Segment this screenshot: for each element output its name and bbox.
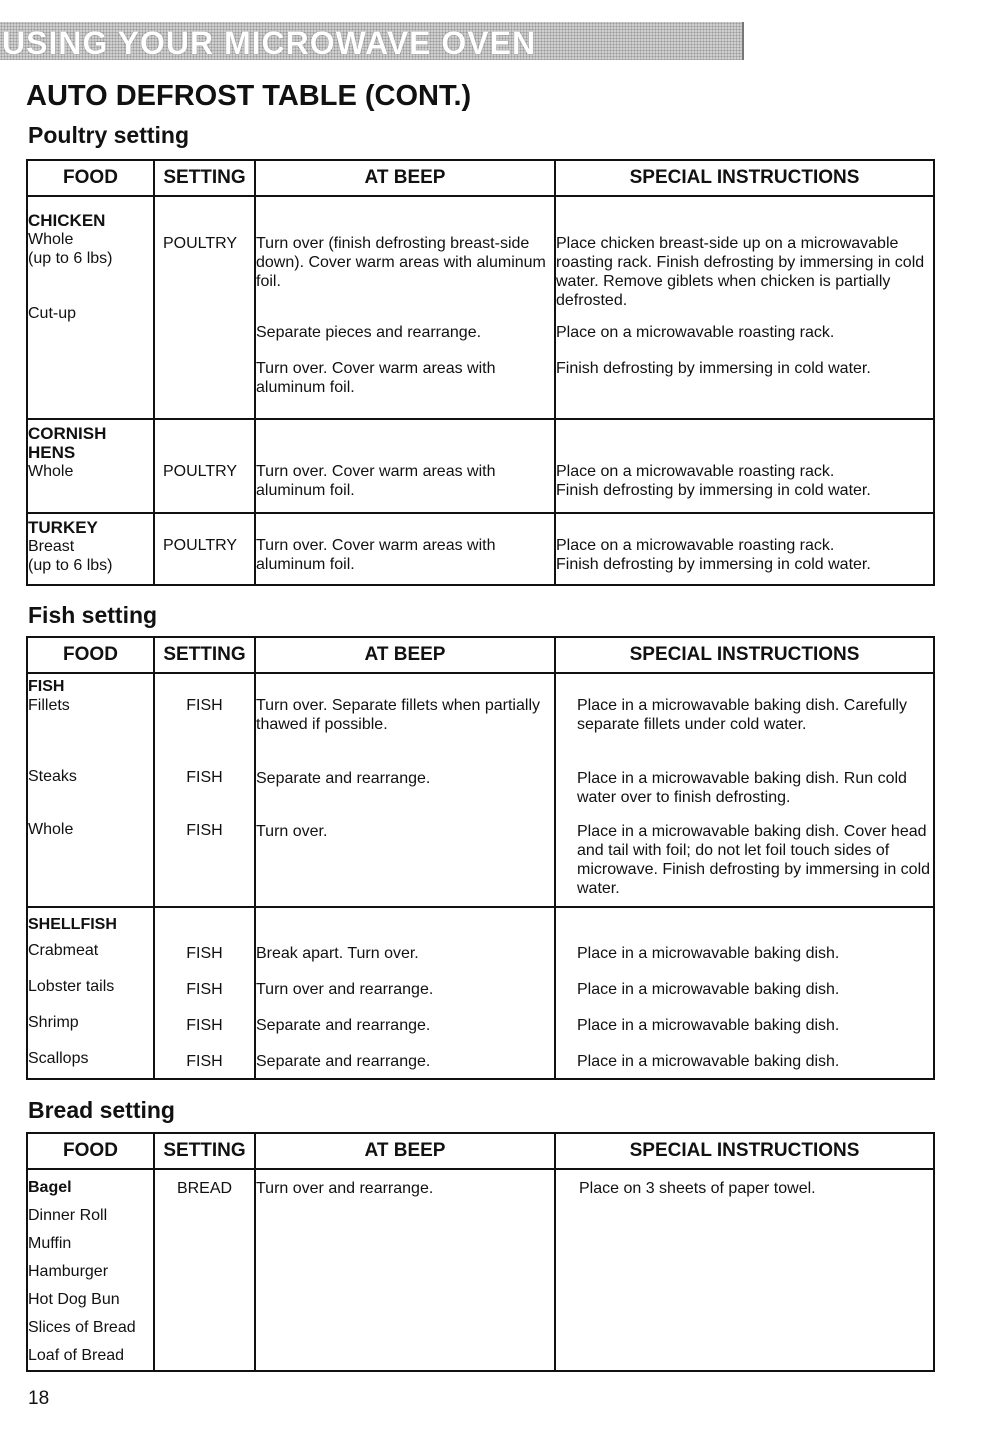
table-row-turkey — [27, 513, 934, 585]
at-beep-text: Turn over (finish defrosting breast-side down). Cover warm areas with aluminum foil. — [256, 235, 546, 290]
section-banner — [0, 22, 744, 60]
header-at-beep: AT BEEP — [255, 637, 555, 673]
setting-value: BREAD — [176, 1180, 233, 1197]
header-food: FOOD — [27, 1133, 154, 1169]
instruction-text: Place in a microwavable baking dish. Run cold water over to finish defrosting. — [577, 770, 907, 806]
food-name: Muffin — [28, 1235, 72, 1252]
setting-value: FISH — [186, 822, 223, 839]
table-header-row — [27, 160, 934, 196]
at-beep-text: Turn over. Cover warm areas with aluminum foil. — [256, 463, 496, 499]
at-beep-text: Separate pieces and rearrange. — [256, 324, 482, 341]
category-label: HENS — [28, 443, 76, 462]
page-number: 18 — [28, 1388, 50, 1409]
food-name: Whole — [28, 821, 74, 838]
category-label: FISH — [28, 678, 65, 695]
poultry-section-title: Poultry setting — [28, 122, 190, 148]
instruction-text: Place in a microwavable baking dish. Carefully separate fillets under cold water. — [577, 697, 907, 733]
food-note: (up to 6 lbs) — [28, 250, 113, 267]
setting-value: POULTRY — [163, 537, 238, 554]
setting-value: FISH — [186, 1017, 223, 1034]
category-label: TURKEY — [28, 518, 98, 537]
category-label: CHICKEN — [28, 211, 106, 230]
food-name: Bagel — [28, 1179, 72, 1196]
category-label: CORNISH — [28, 424, 107, 443]
setting-value: FISH — [186, 1053, 223, 1070]
banner-text: USING YOUR MICROWAVE OVEN — [2, 25, 537, 61]
table-row-fish — [27, 673, 934, 907]
instruction-text: Place on a microwavable roasting rack. — [556, 537, 835, 554]
setting-value: POULTRY — [163, 235, 238, 252]
food-name: Hot Dog Bun — [28, 1291, 120, 1308]
food-name: Dinner Roll — [28, 1207, 108, 1224]
instruction-text: Place in a microwavable baking dish. — [577, 1017, 840, 1034]
setting-value: FISH — [186, 697, 223, 714]
header-at-beep: AT BEEP — [255, 1133, 555, 1169]
food-name: Breast — [28, 538, 75, 555]
food-name: Steaks — [28, 768, 77, 785]
header-special-instructions: SPECIAL INSTRUCTIONS — [555, 160, 934, 196]
food-name: Slices of Bread — [28, 1319, 136, 1336]
instruction-text: Place in a microwavable baking dish. Cover head and tail with foil; do not let foil touch sides of microwave. Finish defrosting by immersing in cold water. — [577, 823, 931, 897]
instruction-text: Finish defrosting by immersing in cold water. — [556, 556, 871, 573]
instruction-text: Place in a microwavable baking dish. — [577, 981, 840, 998]
header-special-instructions: SPECIAL INSTRUCTIONS — [555, 637, 934, 673]
at-beep-text: Turn over. — [256, 823, 328, 840]
instruction-text: Place chicken breast-side up on a microwavable roasting rack. Finish defrosting by immersing in cold water. Remove giblets when chicken is partially defrosted. — [556, 235, 925, 309]
at-beep-text: Turn over. Cover warm areas with aluminum foil. — [256, 537, 496, 573]
food-name: Lobster tails — [28, 978, 115, 995]
setting-value: FISH — [186, 981, 223, 998]
fish-table — [26, 636, 935, 1080]
at-beep-text: Break apart. Turn over. — [256, 945, 419, 962]
instruction-text: Place on a microwavable roasting rack. — [556, 463, 835, 480]
setting-value: POULTRY — [163, 463, 238, 480]
instruction-text: Finish defrosting by immersing in cold water. — [556, 360, 871, 377]
at-beep-text: Turn over. Cover warm areas with aluminum foil. — [256, 360, 496, 396]
food-name: Loaf of Bread — [28, 1347, 125, 1364]
table-header-row — [27, 1133, 934, 1169]
instruction-text: Place in a microwavable baking dish. — [577, 1053, 840, 1070]
header-setting: SETTING — [154, 1133, 255, 1169]
at-beep-text: Turn over and rearrange. — [256, 981, 434, 998]
food-note: (up to 6 lbs) — [28, 557, 113, 574]
table-row-chicken — [27, 196, 934, 419]
category-label: SHELLFISH — [28, 916, 117, 933]
instruction-text: Place on a microwavable roasting rack. — [556, 324, 835, 341]
food-name: Shrimp — [28, 1014, 79, 1031]
page-title: AUTO DEFROST TABLE (CONT.) — [26, 80, 472, 112]
at-beep-text: Turn over and rearrange. — [256, 1180, 434, 1197]
table-row-bread — [27, 1169, 934, 1371]
food-name: Cut-up — [28, 305, 77, 322]
table-header-row — [27, 637, 934, 673]
at-beep-text: Separate and rearrange. — [256, 1017, 431, 1034]
table-row-shellfish — [27, 907, 934, 1079]
setting-value: FISH — [186, 769, 223, 786]
instruction-text: Finish defrosting by immersing in cold water. — [556, 482, 871, 499]
at-beep-text: Separate and rearrange. — [256, 770, 431, 787]
header-special-instructions: SPECIAL INSTRUCTIONS — [555, 1133, 934, 1169]
setting-value: FISH — [186, 945, 223, 962]
table-row-cornish-hens — [27, 419, 934, 513]
food-name: Hamburger — [28, 1263, 109, 1280]
at-beep-text: Separate and rearrange. — [256, 1053, 431, 1070]
fish-section-title: Fish setting — [28, 602, 158, 628]
food-name: Fillets — [28, 697, 70, 714]
instruction-text: Place on 3 sheets of paper towel. — [579, 1180, 816, 1197]
header-food: FOOD — [27, 637, 154, 673]
header-setting: SETTING — [154, 637, 255, 673]
food-name: Whole — [28, 231, 74, 248]
bread-section-title: Bread setting — [28, 1097, 175, 1123]
food-name: Crabmeat — [28, 942, 99, 959]
at-beep-text: Turn over. Separate fillets when partially thawed if possible. — [256, 697, 540, 733]
header-food: FOOD — [27, 160, 154, 196]
poultry-table — [26, 159, 935, 586]
header-setting: SETTING — [154, 160, 255, 196]
header-at-beep: AT BEEP — [255, 160, 555, 196]
bread-table — [26, 1132, 935, 1372]
food-name: Scallops — [28, 1050, 89, 1067]
instruction-text: Place in a microwavable baking dish. — [577, 945, 840, 962]
food-name: Whole — [28, 463, 74, 480]
